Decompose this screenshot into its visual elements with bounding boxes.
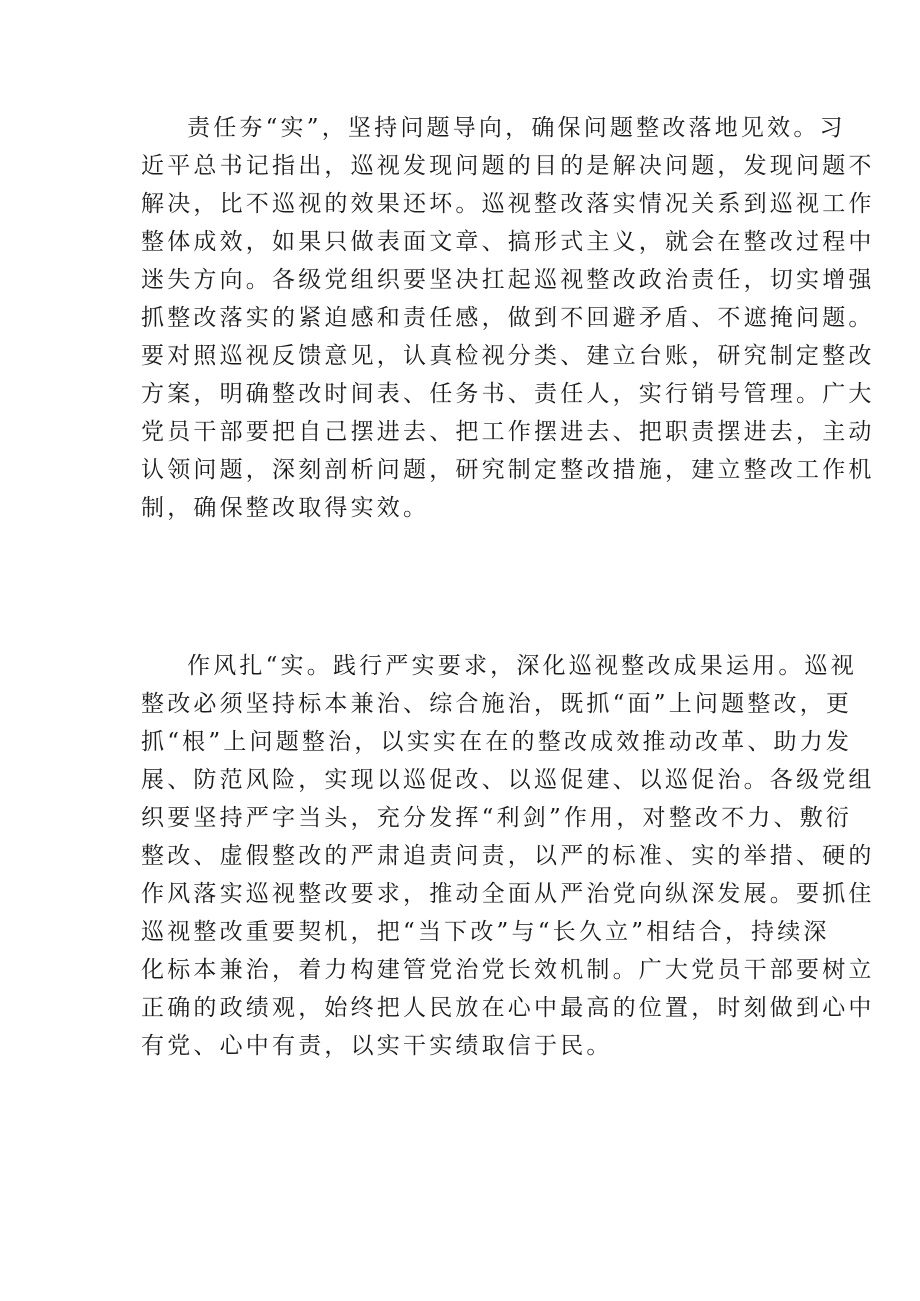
paragraph-line: 织要坚持严字当头，充分发挥“利剑”作用，对整改不力、敷衍 [141, 805, 853, 831]
paragraph-line: 作风扎“实。践行严实要求，深化巡视整改成果运用。巡视 [187, 653, 857, 679]
paragraph-line: 责任夯“实”，坚持问题导向，确保问题整改落地见效。习 [187, 115, 846, 141]
paragraph-line: 整改、虚假整改的严肃追责问责，以严的标准、实的举措、硬的 [141, 843, 875, 869]
paragraph-line: 抓“根”上问题整治，以实实在在的整改成效推动改革、助力发 [141, 729, 853, 755]
paragraph-line: 抓整改落实的紧迫感和责任感，做到不回避矛盾、不遮掩问题。 [141, 305, 875, 331]
paragraph-line: 有党、心中有责，以实干实绩取信于民。 [141, 1033, 613, 1059]
paragraph-line: 正确的政绩观，始终把人民放在心中最高的位置，时刻做到心中 [141, 995, 875, 1021]
paragraph-line: 整体成效，如果只做表面文章、搞形式主义，就会在整改过程中 [141, 229, 875, 255]
paragraph-work-style [141, 647, 875, 1065]
paragraph-line: 近平总书记指出，巡视发现问题的目的是解决问题，发现问题不 [141, 153, 875, 179]
paragraph-line: 巡视整改重要契机，把“当下改”与“长久立”相结合，持续深 [141, 919, 830, 945]
paragraph-line: 要对照巡视反馈意见，认真检视分类、建立台账，研究制定整改 [141, 343, 875, 369]
paragraph-line: 迷失方向。各级党组织要坚决扛起巡视整改政治责任，切实增强 [141, 267, 875, 293]
paragraph-line: 认领问题，深刻剖析问题，研究制定整改措施，建立整改工作机 [141, 457, 875, 483]
paragraph-line: 化标本兼治，着力构建管党治党长效机制。广大党员干部要树立 [141, 957, 875, 983]
paragraph-line: 党员干部要把自己摆进去、把工作摆进去、把职责摆进去，主动 [141, 419, 875, 445]
paragraph-line: 解决，比不巡视的效果还坏。巡视整改落实情况关系到巡视工作 [141, 191, 875, 217]
paragraph-line: 作风落实巡视整改要求，推动全面从严治党向纵深发展。要抓住 [141, 881, 875, 907]
paragraph-line: 方案，明确整改时间表、任务书、责任人，实行销号管理。广大 [141, 381, 875, 407]
paragraph-line: 展、防范风险，实现以巡促改、以巡促建、以巡促治。各级党组 [141, 767, 875, 793]
paragraph-responsibility [141, 109, 875, 527]
paragraph-line: 制，确保整改取得实效。 [141, 495, 430, 521]
paragraph-line: 整改必须坚持标本兼治、综合施治，既抓“面”上问题整改，更 [141, 691, 853, 717]
